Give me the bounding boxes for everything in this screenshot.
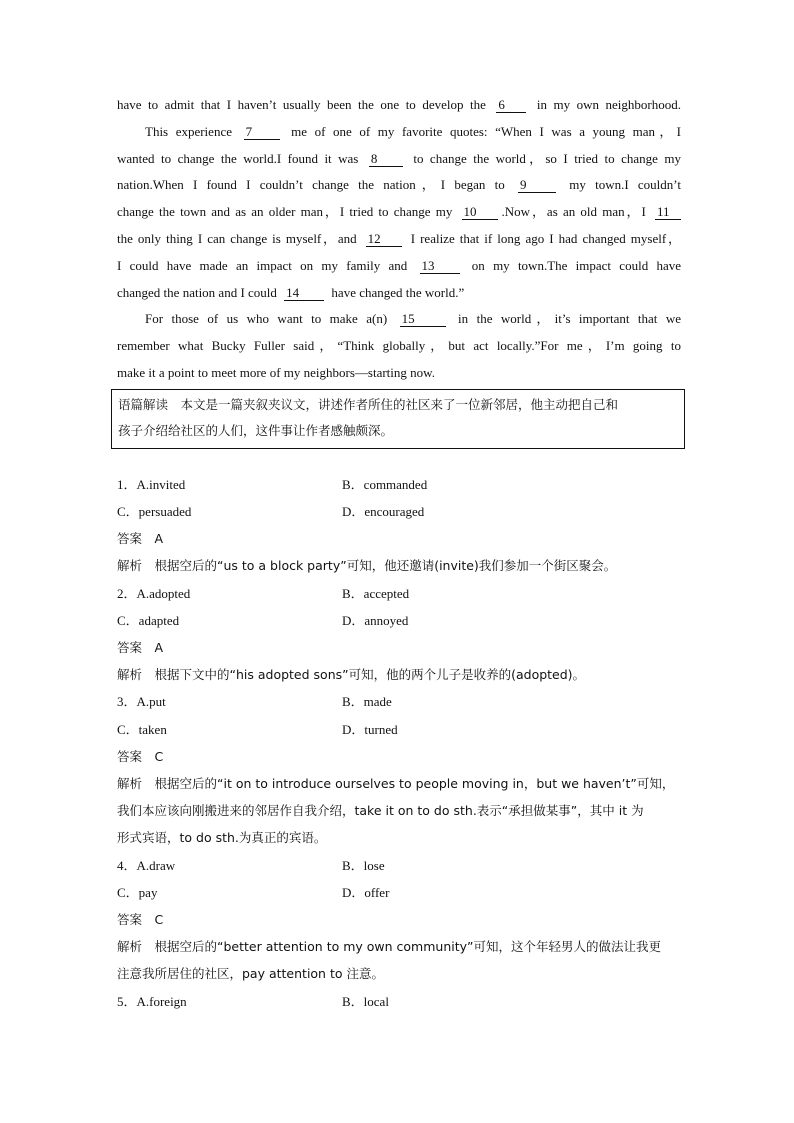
text: make it a point to meet more of my neighbors—starting now.: [117, 364, 435, 380]
blank-12: 12: [366, 231, 402, 247]
passage-line: [117, 119, 681, 146]
option-d[interactable]: D．offer: [342, 884, 390, 900]
blank-9: 9: [518, 177, 556, 193]
text: I could have made an impact on my family and: [117, 257, 416, 273]
text: For those of us who want to make a(n): [145, 311, 396, 327]
option-row: [117, 688, 681, 715]
question-5: [117, 988, 681, 1015]
blank-15: 15: [400, 311, 446, 327]
option-c[interactable]: C．pay: [117, 884, 158, 900]
option-b[interactable]: B．accepted: [342, 585, 410, 601]
option-b[interactable]: B．lose: [342, 857, 385, 873]
passage-line: [117, 226, 681, 253]
text: in the world，it’s important that we: [449, 311, 681, 327]
option-b[interactable]: B．made: [342, 694, 392, 710]
blank-13: 13: [420, 258, 460, 274]
option-c[interactable]: C．adapted: [117, 612, 180, 628]
text: changed the nation and I could: [117, 284, 281, 300]
summary-line: 孩子介绍给社区的人们，这件事让作者感触颇深。: [118, 422, 394, 438]
question-2: [117, 580, 681, 689]
text: nation.When I found I couldn’t change the nation，I began to: [117, 177, 514, 193]
blank-14: 14: [284, 285, 324, 301]
option-row: [117, 988, 681, 1015]
blank-11: 11: [655, 204, 681, 220]
text: wanted to change the world.I found it was: [117, 150, 365, 166]
document-page: [117, 92, 681, 1015]
analysis: 解析 根据空后的“us to a block party”可知，他还邀请(invite)我们参加一个街区聚会。: [117, 558, 617, 574]
question-3: [117, 688, 681, 851]
option-c[interactable]: C．persuaded: [117, 503, 192, 519]
text: the only thing I can change is myself，and: [117, 230, 362, 246]
analysis: 解析 根据空后的“better attention to my own community”可知，这个年轻男人的做法让我更: [117, 939, 662, 955]
option-row: [117, 471, 681, 498]
text: have to admit that I haven’t usually been the one to develop the: [117, 97, 493, 112]
blank-10: 10: [462, 204, 498, 220]
option-d[interactable]: D．annoyed: [342, 612, 409, 628]
text: my town.I couldn’t: [559, 177, 682, 193]
option-b[interactable]: B．commanded: [342, 476, 428, 492]
option-a[interactable]: 2．A.adopted: [117, 585, 191, 601]
option-row: [117, 716, 681, 743]
option-row: [117, 498, 681, 525]
text: to change the world，so I tried to change my: [406, 150, 681, 166]
option-row: [117, 607, 681, 634]
option-a[interactable]: 5．A.foreign: [117, 993, 187, 1009]
passage-line: [117, 360, 681, 387]
option-b[interactable]: B．local: [342, 993, 389, 1009]
option-a[interactable]: 1．A.invited: [117, 476, 186, 492]
text: on my town.The impact could have: [463, 257, 681, 273]
passage-line: [117, 92, 681, 119]
option-a[interactable]: 3．A.put: [117, 694, 166, 710]
option-c[interactable]: C．taken: [117, 721, 167, 737]
text: This experience: [145, 123, 240, 139]
answer: 答案 A: [117, 639, 164, 655]
analysis: 解析 根据空后的“it on to introduce ourselves to people moving in，but we haven’t”可知，: [117, 776, 675, 791]
text: me of one of my favorite quotes: “When I was a young man，I: [283, 123, 682, 139]
answer: 答案 A: [117, 531, 164, 547]
option-d[interactable]: D．turned: [342, 721, 398, 737]
passage: [117, 92, 681, 387]
text: change the town and as an older man，I tried to change my: [117, 204, 458, 220]
blank-8: 8: [369, 151, 403, 167]
option-row: [117, 879, 681, 906]
summary-line: 语篇解读 本文是一篇夹叙夹议文，讲述作者所住的社区来了一位新邻居，他主动把自己和: [118, 396, 619, 412]
blank-7: 7: [244, 124, 280, 140]
passage-line: [117, 306, 681, 333]
option-row: [117, 852, 681, 879]
analysis: 注意我所居住的社区，pay attention to 注意。: [117, 966, 384, 982]
text: I realize that if long ago I had changed myself，: [405, 230, 681, 246]
passage-line: [117, 333, 681, 360]
analysis: 解析 根据下文中的“his adopted sons”可知，他的两个儿子是收养的(adopted)。: [117, 667, 586, 683]
passage-line: [117, 253, 681, 280]
analysis: 我们本应该向刚搬进来的邻居作自我介绍，take it on to do sth.表示“承担做某事”，其中 it 为: [117, 803, 644, 819]
summary-box: [111, 389, 685, 449]
passage-line: [117, 280, 681, 307]
answer: 答案 C: [117, 748, 164, 764]
option-a[interactable]: 4．A.draw: [117, 857, 176, 873]
option-row: [117, 580, 681, 607]
text: .Now，as an old man，I: [501, 204, 651, 220]
passage-line: [117, 146, 681, 173]
passage-line: [117, 199, 681, 226]
question-1: [117, 471, 681, 580]
text: remember what Bucky Fuller said，“Think globally，but act locally.”For me，I’m going to: [117, 338, 681, 354]
question-4: [117, 852, 681, 988]
analysis: 形式宾语，to do sth.为真正的宾语。: [117, 830, 327, 846]
answer: 答案 C: [117, 912, 164, 928]
passage-line: [117, 172, 681, 199]
text: in my own neighborhood.: [530, 97, 681, 112]
option-d[interactable]: D．encouraged: [342, 503, 425, 519]
blank-6: 6: [496, 97, 526, 113]
text: have changed the world.”: [328, 284, 465, 300]
